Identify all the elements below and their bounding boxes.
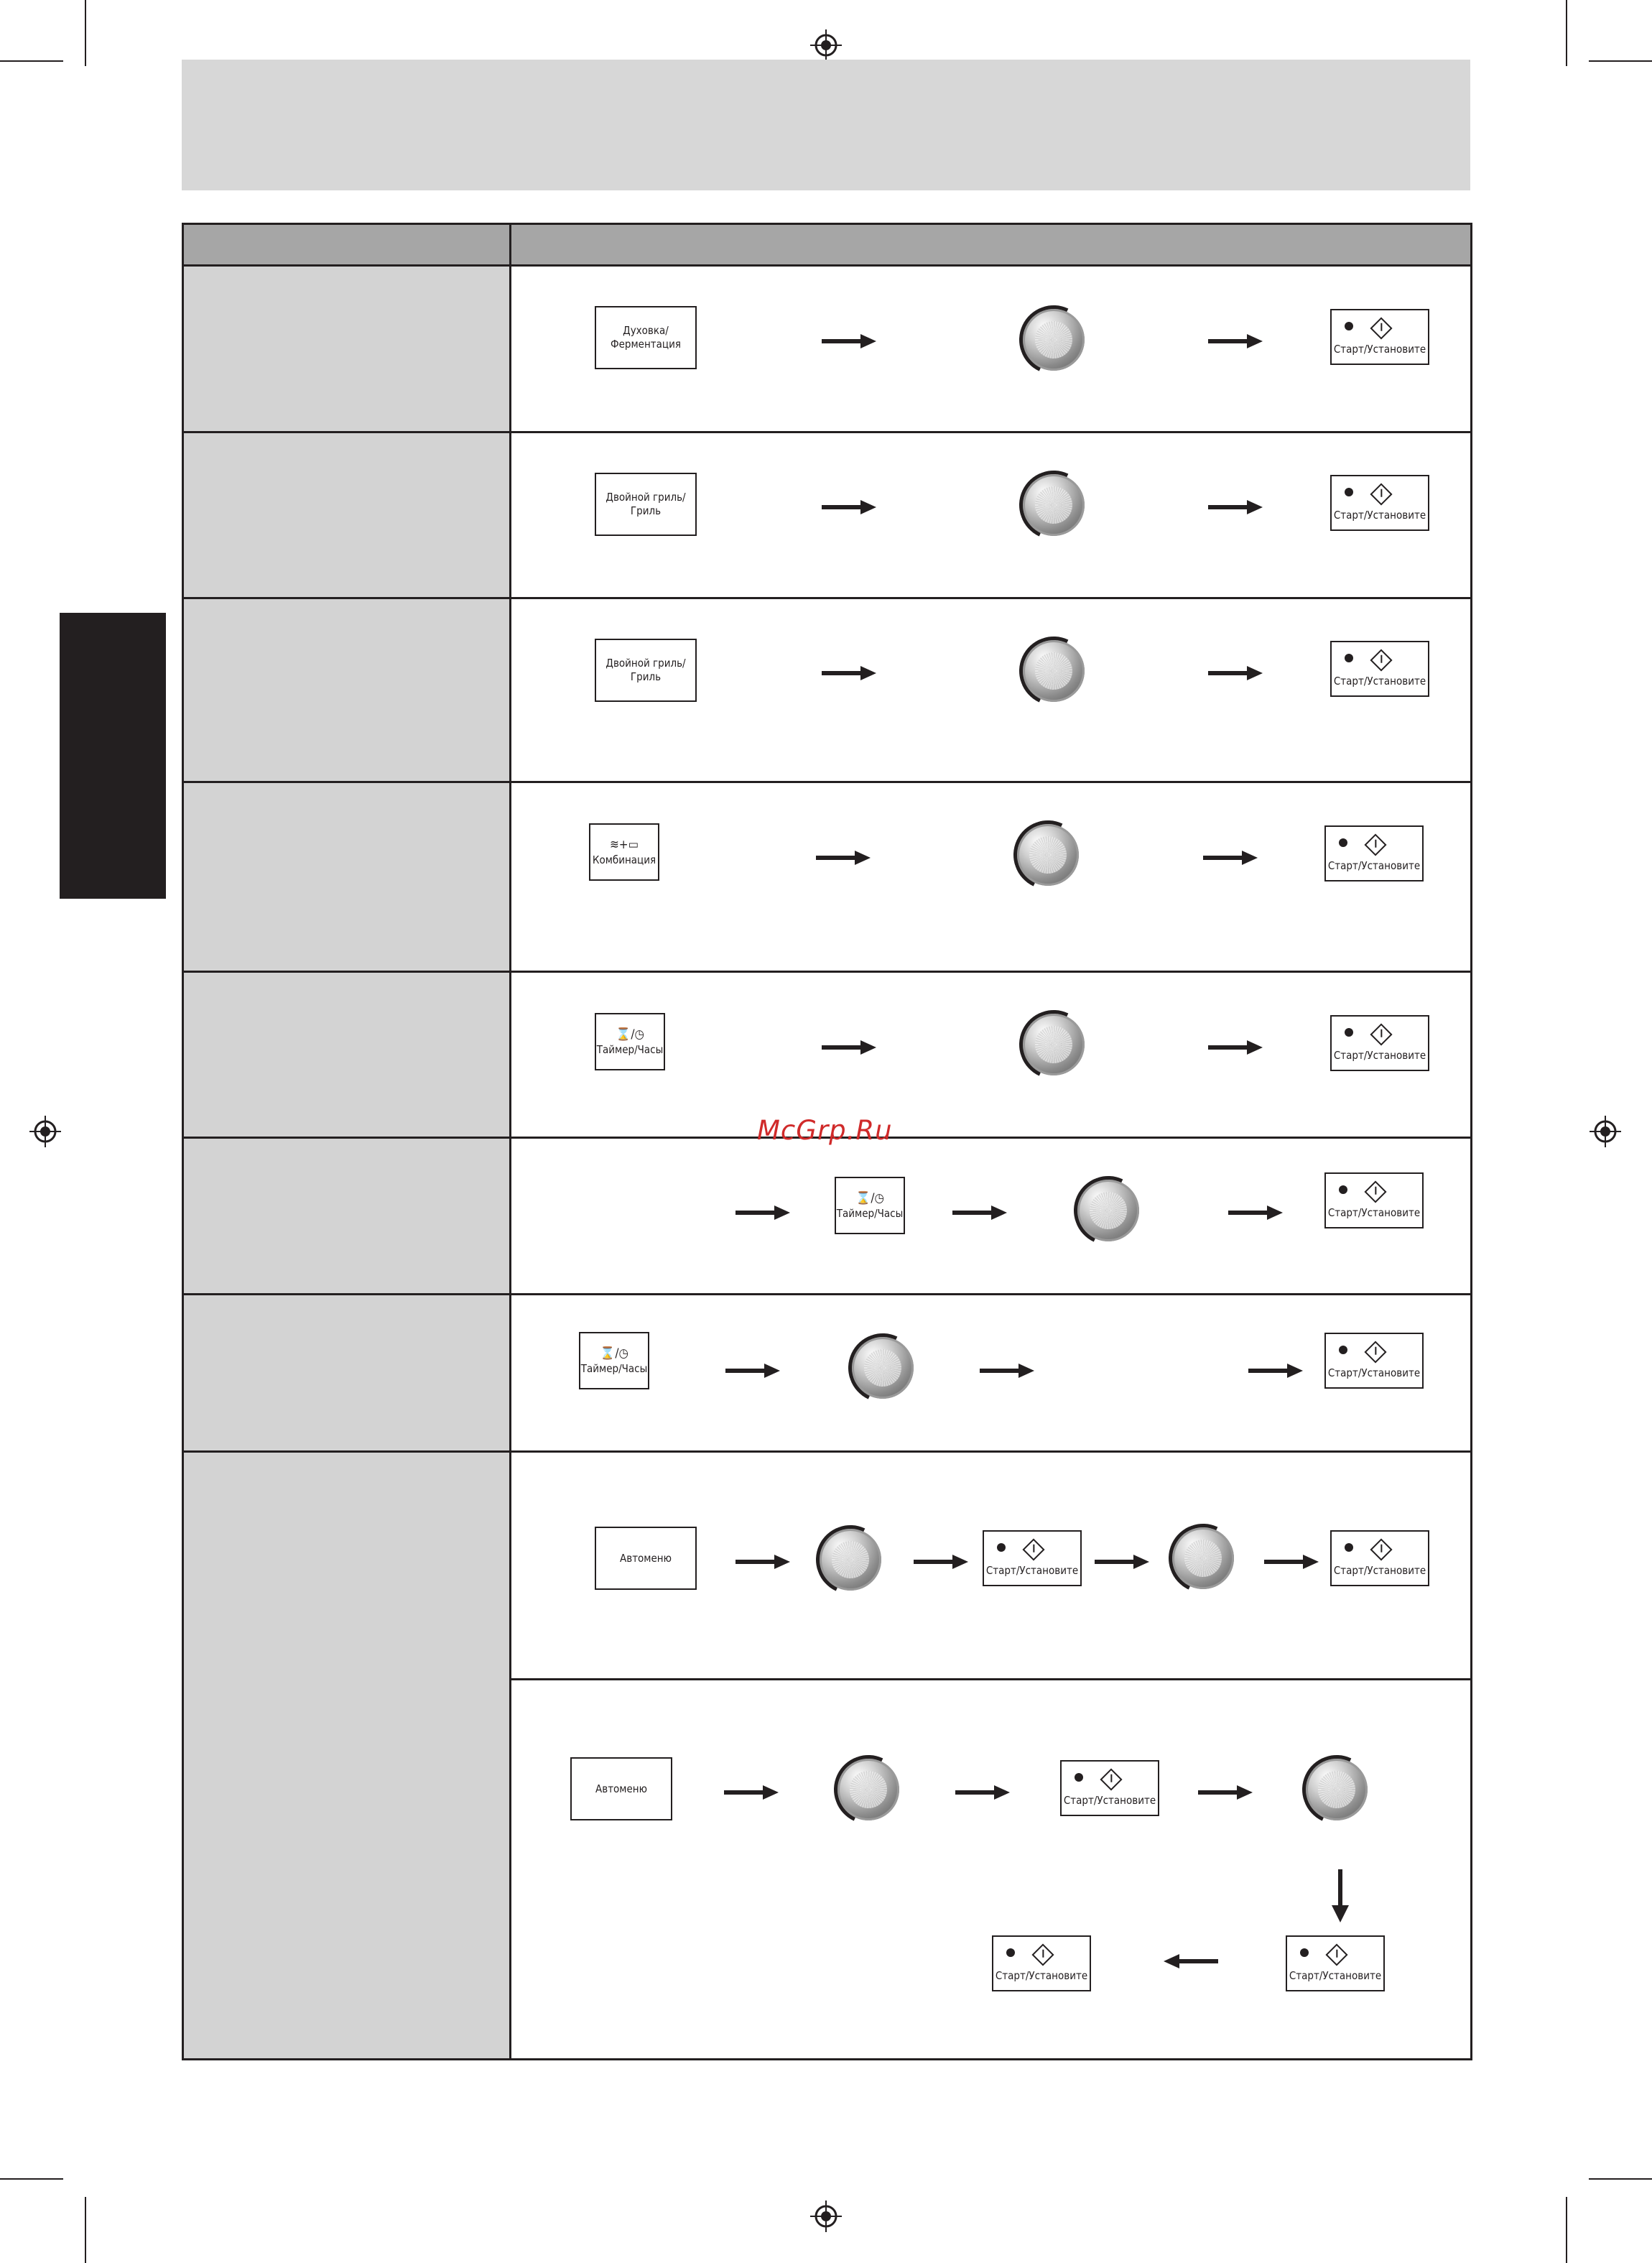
start-icon xyxy=(1370,1023,1392,1045)
button-label: Старт/Установите xyxy=(1333,343,1426,356)
button-label-line: Двойной гриль/ xyxy=(605,657,686,670)
button-label: Старт/Установите xyxy=(985,1564,1079,1577)
crop-mark xyxy=(1566,0,1567,66)
hourglass-clock-icon: ⌛/◷ xyxy=(600,1346,628,1361)
combination-button[interactable] xyxy=(589,823,659,881)
start-icon xyxy=(1100,1768,1122,1790)
indicator-dot-icon xyxy=(1075,1773,1083,1782)
button-label: Старт/Установите xyxy=(995,1969,1088,1982)
indicator-dot-icon xyxy=(1339,1346,1347,1354)
button-label: Старт/Установите xyxy=(1333,1049,1426,1062)
dial-knob[interactable] xyxy=(852,1337,914,1399)
arrow-down-icon xyxy=(1332,1869,1349,1922)
dial-knob[interactable] xyxy=(1077,1180,1139,1241)
start-set-button[interactable] xyxy=(992,1935,1091,1991)
arrow-right-icon xyxy=(735,1205,790,1220)
row-label-cell xyxy=(184,973,509,1137)
button-label: Старт/Установите xyxy=(1333,509,1426,522)
dial-knob[interactable] xyxy=(1023,640,1085,702)
arrow-right-icon xyxy=(1248,1364,1303,1378)
arrow-right-icon xyxy=(1095,1555,1149,1569)
crop-mark xyxy=(1566,2197,1567,2263)
indicator-dot-icon xyxy=(1345,1028,1353,1037)
arrow-left-icon xyxy=(1164,1954,1218,1968)
double-grill-button[interactable] xyxy=(595,639,697,702)
hourglass-clock-icon: ⌛/◷ xyxy=(855,1190,884,1205)
timer-clock-button[interactable] xyxy=(595,1013,665,1070)
button-label-line: Двойной гриль/ xyxy=(605,491,686,504)
dial-knob[interactable] xyxy=(1023,309,1085,371)
arrow-right-icon xyxy=(914,1555,968,1569)
start-set-button[interactable] xyxy=(1060,1760,1159,1816)
start-icon xyxy=(1325,1943,1347,1966)
arrow-right-icon xyxy=(822,666,876,680)
indicator-dot-icon xyxy=(1345,1543,1353,1552)
dial-knob[interactable] xyxy=(1172,1527,1234,1589)
button-label: Старт/Установите xyxy=(1327,1366,1421,1379)
start-icon xyxy=(1364,1180,1386,1203)
button-label: Таймер/Часы xyxy=(836,1206,904,1220)
button-label-line: Духовка/ xyxy=(623,324,669,337)
start-icon xyxy=(1022,1538,1044,1560)
button-label-line: Ферментация xyxy=(611,338,681,351)
start-set-button[interactable] xyxy=(983,1530,1082,1586)
indicator-dot-icon xyxy=(1006,1948,1015,1957)
table-header-divider xyxy=(509,225,511,264)
button-label: Старт/Установите xyxy=(1063,1794,1156,1807)
crop-mark xyxy=(1589,2178,1652,2180)
button-label-line: Гриль xyxy=(630,670,662,683)
button-label: Автоменю xyxy=(620,1551,672,1565)
arrow-right-icon xyxy=(1208,500,1263,514)
crop-mark xyxy=(0,2178,63,2180)
start-set-button[interactable] xyxy=(1330,641,1429,697)
table-header-row xyxy=(184,225,1470,267)
start-icon xyxy=(1370,1538,1392,1560)
row-label-cell xyxy=(184,1139,509,1293)
registration-mark-icon xyxy=(29,1116,61,1147)
timer-clock-button[interactable] xyxy=(579,1332,649,1389)
indicator-dot-icon xyxy=(1339,1185,1347,1194)
button-label: Таймер/Часы xyxy=(596,1042,664,1056)
dial-knob[interactable] xyxy=(837,1759,899,1820)
arrow-right-icon xyxy=(1208,666,1263,680)
page-header-band xyxy=(182,60,1470,190)
button-label: Таймер/Часы xyxy=(580,1361,648,1375)
start-set-button[interactable] xyxy=(1330,309,1429,365)
start-set-button[interactable] xyxy=(1330,1015,1429,1071)
start-icon xyxy=(1031,1943,1054,1966)
arrow-right-icon xyxy=(1264,1555,1319,1569)
start-icon xyxy=(1370,317,1392,339)
arrow-right-icon xyxy=(1208,1040,1263,1055)
button-label: Старт/Установите xyxy=(1327,1206,1421,1219)
row-label-cell xyxy=(184,783,509,971)
dial-knob[interactable] xyxy=(820,1529,881,1591)
start-set-button[interactable] xyxy=(1324,1172,1424,1228)
hourglass-clock-icon: ⌛/◷ xyxy=(616,1027,644,1042)
indicator-dot-icon xyxy=(997,1543,1006,1552)
arrow-right-icon xyxy=(1228,1205,1283,1220)
watermark: McGrp.Ru xyxy=(757,1115,893,1146)
timer-clock-button[interactable] xyxy=(835,1177,905,1234)
double-grill-button[interactable] xyxy=(595,473,697,536)
sub-row-divider xyxy=(511,1678,1470,1680)
registration-mark-icon xyxy=(810,29,842,61)
start-set-button[interactable] xyxy=(1324,1333,1424,1389)
start-set-button[interactable] xyxy=(1330,475,1429,531)
dial-knob[interactable] xyxy=(1023,1014,1085,1075)
arrow-right-icon xyxy=(980,1364,1034,1378)
indicator-dot-icon xyxy=(1345,654,1353,662)
arrow-right-icon xyxy=(1208,334,1263,348)
section-side-tab xyxy=(60,613,166,899)
button-label: Старт/Установите xyxy=(1333,675,1426,688)
automenu-button[interactable] xyxy=(570,1757,672,1820)
row-label-cell xyxy=(184,1295,509,1450)
arrow-right-icon xyxy=(952,1205,1007,1220)
crop-mark xyxy=(85,0,86,66)
button-label-line: Гриль xyxy=(630,504,662,517)
microwave-plus-oven-icon: ≋+▭ xyxy=(609,837,639,852)
automenu-button[interactable] xyxy=(595,1527,697,1590)
registration-mark-icon xyxy=(1590,1116,1621,1147)
button-label: Комбинация xyxy=(592,853,656,866)
arrow-right-icon xyxy=(735,1555,790,1569)
dial-knob[interactable] xyxy=(1023,474,1085,536)
arrow-right-icon xyxy=(822,500,876,514)
indicator-dot-icon xyxy=(1345,322,1353,330)
button-label: Старт/Установите xyxy=(1289,1969,1382,1982)
indicator-dot-icon xyxy=(1345,488,1353,496)
start-set-button[interactable] xyxy=(1286,1935,1385,1991)
arrow-right-icon xyxy=(1198,1785,1253,1800)
arrow-right-icon xyxy=(725,1364,780,1378)
column-divider xyxy=(509,264,511,2058)
row-label-cell xyxy=(184,267,509,431)
button-label: Автоменю xyxy=(595,1782,647,1795)
dial-knob[interactable] xyxy=(1017,824,1079,886)
button-label: Старт/Установите xyxy=(1327,859,1421,872)
arrow-right-icon xyxy=(955,1785,1010,1800)
start-icon xyxy=(1370,649,1392,671)
row-label-cell xyxy=(184,433,509,597)
arrow-right-icon xyxy=(724,1785,779,1800)
start-set-button[interactable] xyxy=(1324,825,1424,881)
start-icon xyxy=(1364,1341,1386,1363)
arrow-right-icon xyxy=(822,334,876,348)
arrow-right-icon xyxy=(1203,851,1258,865)
dial-knob[interactable] xyxy=(1306,1759,1368,1820)
crop-mark xyxy=(1589,60,1652,62)
crop-mark xyxy=(0,60,63,62)
start-icon xyxy=(1370,483,1392,505)
registration-mark-icon xyxy=(810,2200,842,2232)
indicator-dot-icon xyxy=(1339,838,1347,847)
row-label-cell xyxy=(184,599,509,781)
start-set-button[interactable] xyxy=(1330,1530,1429,1586)
crop-mark xyxy=(85,2197,86,2263)
button-label: Старт/Установите xyxy=(1333,1564,1426,1577)
arrow-right-icon xyxy=(816,851,871,865)
oven-fermentation-button[interactable] xyxy=(595,306,697,369)
indicator-dot-icon xyxy=(1300,1948,1309,1957)
arrow-right-icon xyxy=(822,1040,876,1055)
row-label-cell xyxy=(184,1453,509,2058)
start-icon xyxy=(1364,833,1386,856)
